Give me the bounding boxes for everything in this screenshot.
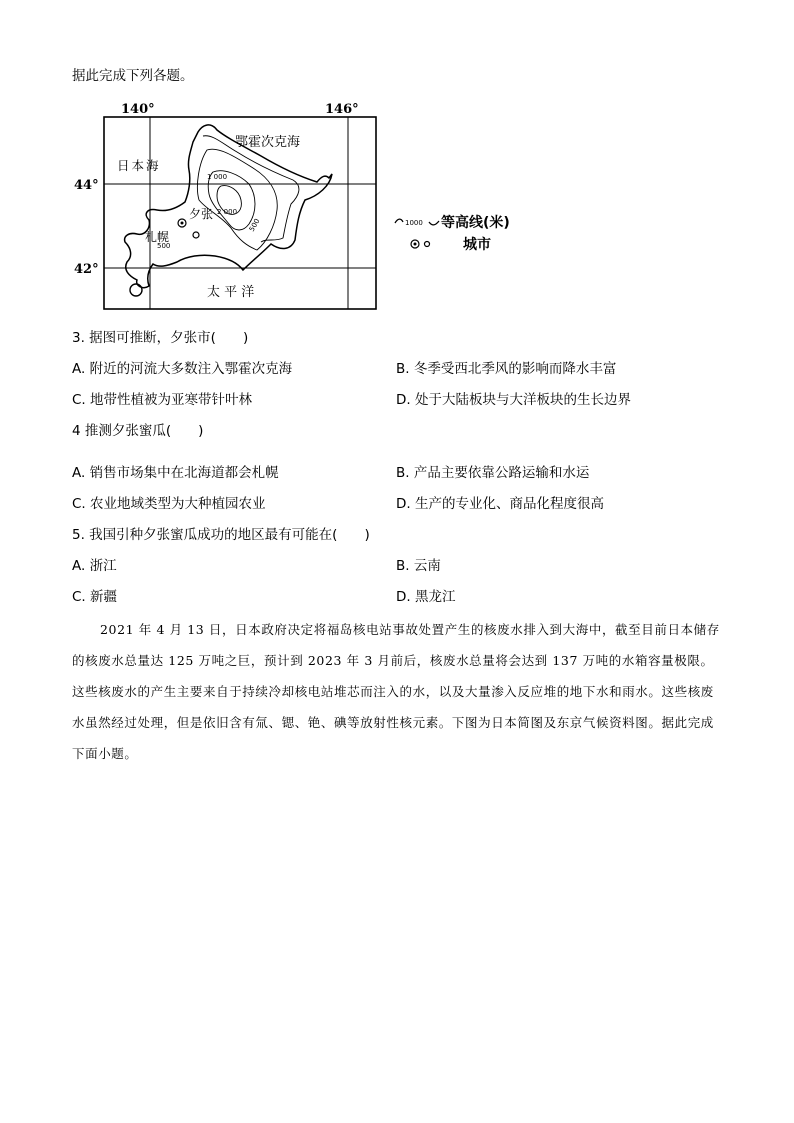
okhotsk-sea-label: 鄂霍次克海 <box>235 135 301 150</box>
question-3-option-b: B. 冬季受西北季风的影响而降水丰富 <box>396 361 617 377</box>
sapporo-label: 札幌 <box>145 230 170 244</box>
question-5-option-a: A. 浙江 <box>72 558 117 574</box>
contour-500 <box>197 149 277 250</box>
question-4-option-a: A. 销售市场集中在北海道都会札幌 <box>72 465 279 481</box>
lon-label-146: 146° <box>325 102 359 117</box>
question-3-option-c: C. 地带性植被为亚寒带针叶林 <box>72 392 253 408</box>
question-3-option-d: D. 处于大陆板块与大洋板块的生长边界 <box>396 392 631 408</box>
hokkaido-map <box>74 100 383 312</box>
map-legend <box>393 212 573 256</box>
island-marker <box>130 284 142 296</box>
legend-contour-left <box>395 219 403 223</box>
question-3-stem: 3. 据图可推断，夕张市( ) <box>72 330 249 346</box>
legend-contour-value: 1000 <box>405 219 423 227</box>
yubari-label: 夕张 <box>189 207 214 221</box>
question-3-option-a: A. 附近的河流大多数注入鄂霍次克海 <box>72 361 293 377</box>
pacific-ocean-label: 太 平 洋 <box>207 285 255 300</box>
hokkaido-coastline <box>125 125 332 288</box>
lon-label-140: 140° <box>121 102 155 117</box>
legend-contour-label: 等高线(米) <box>441 215 510 231</box>
legend-contour-right <box>429 221 439 225</box>
legend-city-icon-dot <box>414 243 417 246</box>
question-5-option-d: D. 黑龙江 <box>396 589 456 605</box>
question-4-stem: 4 推测夕张蜜瓜( ) <box>72 423 204 439</box>
lat-label-42: 42° <box>74 262 99 277</box>
lat-label-44: 44° <box>74 178 99 193</box>
question-4-option-b: B. 产品主要依靠公路运输和水运 <box>396 465 590 481</box>
contour-2000-label: 2 000 <box>217 208 238 216</box>
legend-city-label: 城市 <box>463 237 491 253</box>
question-5-option-b: B. 云南 <box>396 558 441 574</box>
intro-text: 据此完成下列各题。 <box>72 68 194 84</box>
contour-1000-label: 1 000 <box>207 173 228 181</box>
question-4-option-c: C. 农业地域类型为大种植园农业 <box>72 496 266 512</box>
passage-paragraph: 2021 年 4 月 13 日，日本政府决定将福岛核电站事故处置产生的核废水排入到大海中，截至目前日本储存的核废水总量达 125 万吨之巨，预计到 2023 年 3 月前后，核废水总量将会达到 137 万吨的水箱容量极限。这些核废水的产生主要来自于持续冷却核电站堆芯而注入的水，以及大量渗入反应堆的地下水和雨水。这些核废水虽然经过处理，但是依旧含有氚、锶、铯、碘等放射性核元素。下图为日本简图及东京气候资料图。据此完成下面小题。 <box>72 622 720 761</box>
question-5-stem: 5. 我国引种夕张蜜瓜成功的地区最有可能在( ) <box>72 527 370 543</box>
contour-500-label: 500 <box>247 217 262 233</box>
sea-of-japan-label: 日本海 <box>117 158 161 173</box>
legend-city-icon-small <box>425 242 430 247</box>
question-5-option-c: C. 新疆 <box>72 589 118 605</box>
question-4-option-d: D. 生产的专业化、商品化程度很高 <box>396 496 604 512</box>
sapporo-city-dot <box>181 222 184 225</box>
yubari-city-marker <box>193 232 199 238</box>
contour-500b-label: 500 <box>157 242 171 250</box>
